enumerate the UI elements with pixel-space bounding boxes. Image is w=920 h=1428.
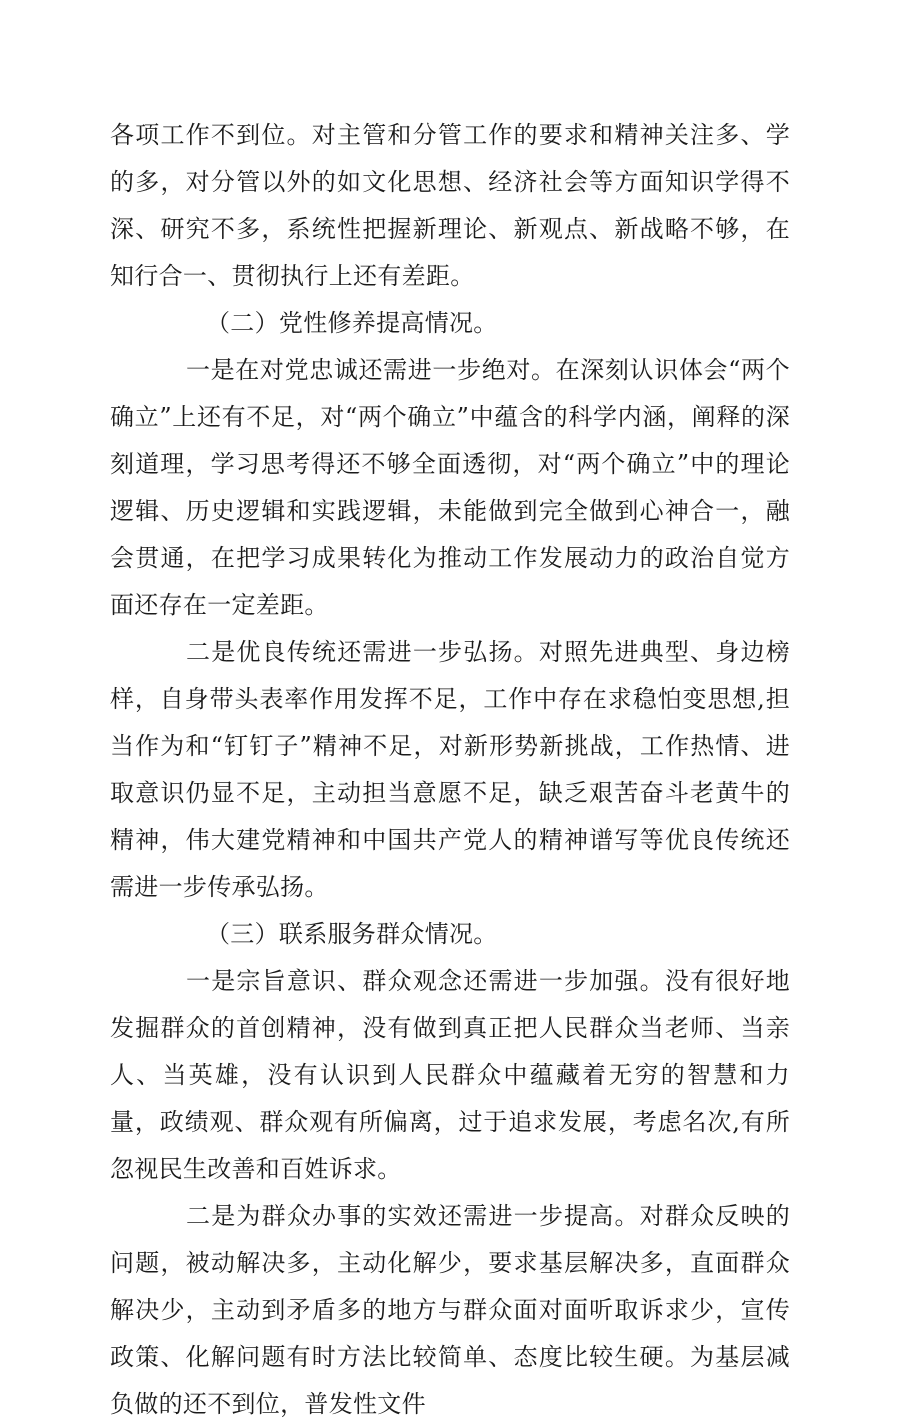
paragraph-party-loyalty: 一是在对党忠诚还需进一步绝对。在深刻认识体会“两个确立”上还有不足，对“两个确立”中蕴含的科学内涵，阐释的深刻道理，学习思考得还不够全面透彻，对“两个确立”中的理论逻辑、历史逻辑和实践逻辑，未能做到完全做到心神合一，融会贯通，在把学习成果转化为推动工作发展动力的政治自觉方面还存在一定差距。 [110,356,790,619]
paragraph-continuation: 各项工作不到位。对主管和分管工作的要求和精神关注多、学的多，对分管以外的如文化思想、经济社会等方面知识学得不深、研究不多，系统性把握新理论、新观点、新战略不够，在知行合一、贯彻执行上还有差距。 [110,121,790,290]
document-body [110,112,790,1428]
section-heading-two: （二）党性修养提高情况。 [206,309,498,337]
paragraph-fine-traditions: 二是优良传统还需进一步弘扬。对照先进典型、身边榜样，自身带头表率作用发挥不足，工作中存在求稳怕变思想,担当作为和“钉钉子”精神不足，对新形势新挑战，工作热情、进取意识仍显不足，主动担当意愿不足，缺乏艰苦奋斗老黄牛的精神，伟大建党精神和中国共产党人的精神谱写等优良传统还需进一步传承弘扬。 [110,638,790,901]
paragraph-service-effectiveness: 二是为群众办事的实效还需进一步提高。对群众反映的问题，被动解决多，主动化解少，要求基层解决多，直面群众解决少，主动到矛盾多的地方与群众面对面听取诉求少，宣传政策、化解问题有时方法比较简单、态度比较生硬。为基层减负做的还不到位，普发性文件 [110,1202,790,1418]
paragraph-purpose-awareness: 一是宗旨意识、群众观念还需进一步加强。没有很好地发掘群众的首创精神，没有做到真正把人民群众当老师、当亲人、当英雄，没有认识到人民群众中蕴藏着无穷的智慧和力量，政绩观、群众观有所偏离，过于追求发展，考虑名次,有所忽视民生改善和百姓诉求。 [110,967,790,1183]
section-heading-three: （三）联系服务群众情况。 [206,920,498,948]
